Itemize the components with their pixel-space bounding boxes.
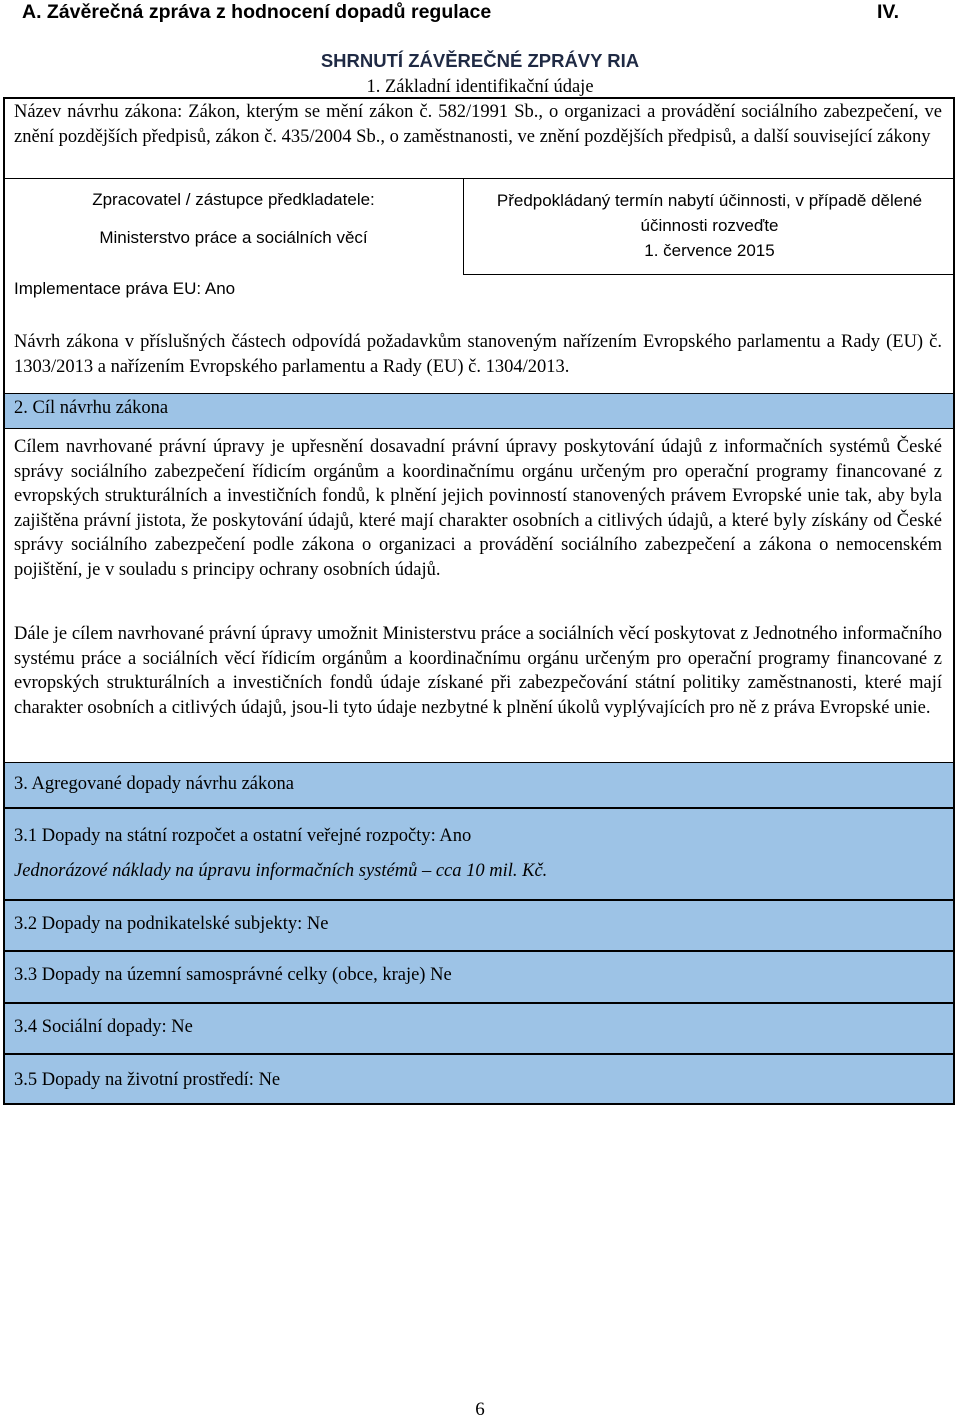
- processor-value: Ministerstvo práce a sociálních věcí: [99, 228, 368, 247]
- processor-box: [3, 178, 464, 275]
- section3-header: [5, 762, 953, 808]
- section3-4-title: 3.4 Sociální dopady: Ne: [14, 1017, 193, 1037]
- section3-3-title: 3.3 Dopady na územní samosprávné celky (obce, kraje) Ne: [14, 965, 452, 985]
- section3-1-note: Jednorázové náklady na úpravu informačních systémů – cca 10 mil. Kč.: [14, 861, 548, 881]
- part-number: IV.: [877, 1, 900, 23]
- report-title: A. Závěrečná zpráva z hodnocení dopadů regulace: [22, 1, 492, 23]
- effective-value: 1. července 2015: [644, 241, 775, 260]
- effective-date-box: [464, 178, 955, 275]
- section2-paragraph-1: Cílem navrhované právní úpravy je upřesnění dosavadní právní úpravy poskytování údajů z informačních systémů České správy sociálního zabezpečení řídicím orgánům a koordinačnímu orgánu určeným pro operační programy financované z evropských strukturálních a investičních fondů, k plnění jejich povinností stanovených právem Evropské unie tak, aby byla zajištěna právní jistota, že poskytování údajů, které mají charakter osobních a citlivých údajů, a které byly získány od České správy sociálního zabezpečení podle zákona o organizaci a provádění sociálního zabezpečení a zákona o nemocenském pojištění, je v souladu s principy ochrany osobních údajů.: [14, 437, 942, 580]
- page-number: 6: [475, 1399, 485, 1420]
- section3-1: [5, 808, 953, 900]
- summary-title: SHRNUTÍ ZÁVĚREČNÉ ZPRÁVY RIA: [320, 50, 640, 71]
- effective-label: Předpokládaný termín nabytí účinnosti, v případě dělené účinnosti rozveďte: [496, 191, 923, 235]
- eu-implementation: Implementace práva EU: Ano: [14, 279, 236, 298]
- section2-header: [5, 393, 953, 429]
- section3-5: [5, 1054, 953, 1104]
- section3-3: [5, 951, 953, 1003]
- bill-name: Název návrhu zákona: Zákon, kterým se mění zákon č. 582/1991 Sb., o organizaci a provádění sociálního zabezpečení, ve znění pozdějších předpisů, zákon č. 435/2004 Sb., o zaměstnanosti, ve znění pozdějších předpisů, a další související zákony: [14, 102, 942, 147]
- section2-title: 2. Cíl návrhu zákona: [14, 398, 169, 418]
- section3-4: [5, 1003, 953, 1054]
- section3-1-title: 3.1 Dopady na státní rozpočet a ostatní veřejné rozpočty: Ano: [14, 826, 472, 846]
- section3-5-title: 3.5 Dopady na životní prostředí: Ne: [14, 1070, 281, 1090]
- eu-text: Návrh zákona v příslušných částech odpovídá požadavkům stanoveným nařízením Evropského parlamentu a Rady (EU) č. 1303/2013 a nařízením Evropského parlamentu a Rady (EU) č. 1304/2013.: [14, 332, 942, 377]
- section3-2-title: 3.2 Dopady na podnikatelské subjekty: Ne: [14, 914, 329, 934]
- section3-2: [5, 900, 953, 951]
- processor-label: Zpracovatel / zástupce předkladatele:: [92, 190, 375, 209]
- section3-title: 3. Agregované dopady návrhu zákona: [14, 774, 294, 794]
- section1-title: 1. Základní identifikační údaje: [366, 77, 594, 97]
- section2-paragraph-2: Dále je cílem navrhované právní úpravy umožnit Ministerstvu práce a sociálních věcí poskytovat z Jednotného informačního systému práce a sociálních věcí řídicím orgánům a koordinačnímu orgánu určeným pro operační programy financované z evropských strukturálních a investičních fondů údaje získané při zabezpečování státní politiky zaměstnanosti, které mají charakter osobních a citlivých údajů, jsou-li tyto údaje nezbytné k plnění úkolů vyplývajících pro ně z práva Evropské unie.: [14, 624, 942, 718]
